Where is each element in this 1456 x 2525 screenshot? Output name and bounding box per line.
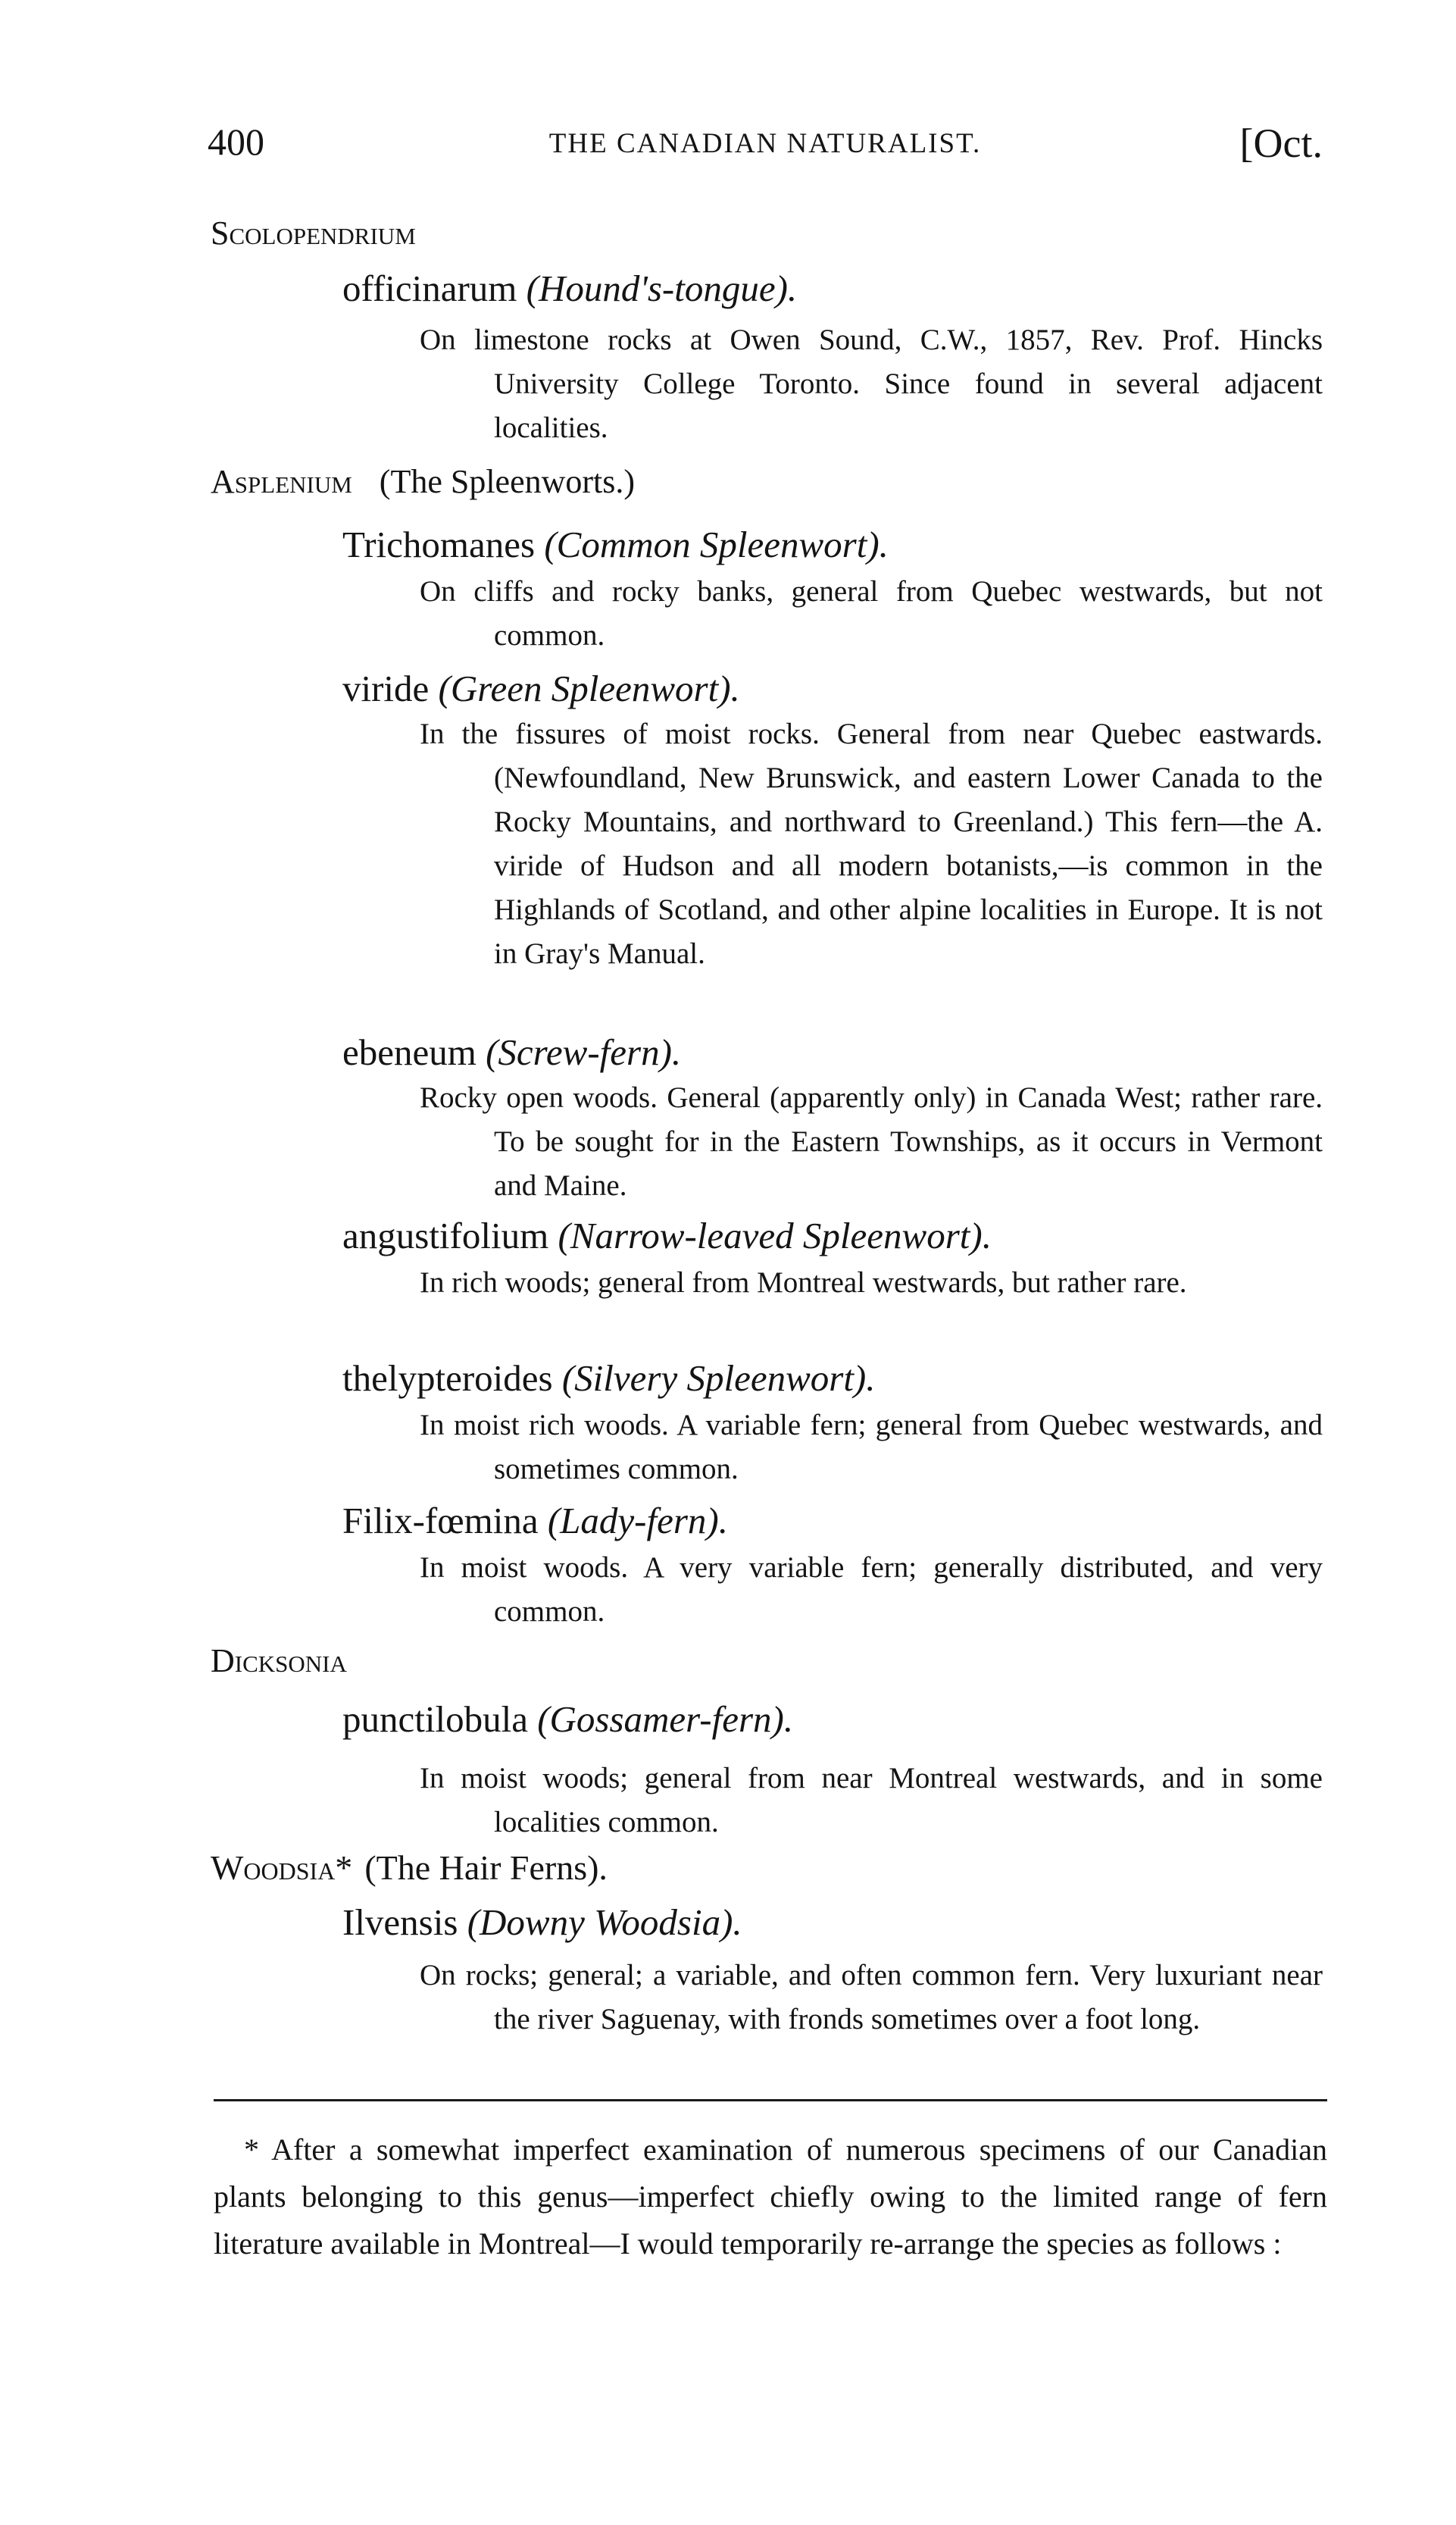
- species-heading-filix-foemina: [342, 1499, 728, 1542]
- species-description-trichomanes: On cliffs and rocky banks, general from Quebec westwards, but not common.: [420, 575, 1323, 652]
- genus-heading-scolopendrium: [211, 214, 416, 252]
- common-name: (Screw-fern).: [486, 1031, 682, 1073]
- species-name: angustifolium: [342, 1215, 549, 1256]
- common-name: (Common Spleenwort).: [544, 524, 889, 565]
- genus-name: Scolopendrium: [211, 214, 416, 252]
- footnote: * After a somewhat imperfect examination of numerous specimens of our Canadian plants belonging to this genus—imperfect chiefly owing to the limited range of fern literature available in Montreal—I would temporarily re-arrange the species as follows :: [214, 2132, 1327, 2261]
- species-name: Filix-fœmina: [342, 1500, 539, 1541]
- species-heading-officinarum: [342, 267, 797, 310]
- genus-heading-woodsia: [211, 1848, 608, 1888]
- species-description-ilvensis: On rocks; general; a variable, and often common fern. Very luxuriant near the river Saguenay, with fronds sometimes over a foot long.: [420, 1959, 1323, 2035]
- common-name: (Green Spleenwort).: [438, 668, 740, 709]
- genus-name: Dicksonia: [211, 1642, 347, 1679]
- running-title: THE CANADIAN NATURALIST.: [548, 128, 982, 159]
- genus-heading-dicksonia: [211, 1641, 347, 1680]
- page-number: 400: [208, 120, 264, 163]
- footnote-divider: [214, 2099, 1327, 2101]
- species-name: viride: [342, 668, 430, 709]
- species-description-officinarum: On limestone rocks at Owen Sound, C.W., 1857, Rev. Prof. Hincks University College Toronto. Since found in several adjacent localities.: [420, 324, 1323, 444]
- genus-name: Asplenium: [211, 463, 352, 500]
- common-name: (Downy Woodsia).: [467, 1901, 742, 1943]
- species-name: Ilvensis: [342, 1901, 458, 1943]
- common-name: (Gossamer-fern).: [537, 1698, 794, 1740]
- species-name: thelypteroides: [342, 1357, 553, 1399]
- species-name: Trichomanes: [342, 524, 536, 565]
- genus-name: Woodsia*: [211, 1848, 353, 1887]
- common-name: (Silvery Spleenwort).: [561, 1357, 876, 1399]
- species-description-angustifolium: In rich woods; general from Montreal westwards, but rather rare.: [420, 1266, 1187, 1299]
- species-description-ebeneum: Rocky open woods. General (apparently only) in Canada West; rather rare. To be sought for in the Eastern Townships, as it occurs in Vermont and Maine.: [420, 1081, 1323, 1202]
- page-header: [208, 120, 1323, 173]
- species-name: ebeneum: [342, 1031, 476, 1073]
- genus-common-name: (The Spleenworts.): [379, 463, 636, 500]
- species-heading-angustifolium: [342, 1214, 992, 1257]
- species-heading-viride: [342, 667, 740, 710]
- species-description-thelypteroides: In moist rich woods. A variable fern; general from Quebec westwards, and sometimes common.: [420, 1409, 1323, 1485]
- species-heading-trichomanes: [342, 523, 889, 566]
- species-heading-ilvensis: [342, 1901, 742, 1944]
- month-label: [Oct.: [1239, 120, 1323, 166]
- species-description-punctilobula: In moist woods; general from near Montreal westwards, and in some localities common.: [420, 1762, 1323, 1838]
- species-heading-punctilobula: [342, 1697, 793, 1741]
- common-name: (Lady-fern).: [547, 1500, 728, 1541]
- species-heading-thelypteroides: [342, 1356, 876, 1400]
- common-name: (Narrow-leaved Spleenwort).: [558, 1215, 992, 1256]
- genus-common-name: (The Hair Ferns).: [364, 1848, 608, 1887]
- species-heading-ebeneum: [342, 1031, 681, 1074]
- genus-heading-asplenium: [211, 462, 635, 501]
- species-description-filix-foemina: In moist woods. A very variable fern; generally distributed, and very common.: [420, 1551, 1323, 1628]
- common-name: (Hound's-tongue).: [526, 268, 798, 309]
- species-name: officinarum: [342, 268, 517, 309]
- species-description-viride: In the fissures of moist rocks. General from near Quebec eastwards. (Newfoundland, New Brunswick, and eastern Lower Canada to the Rocky Mountains, and northward to Greenland.) This fern—the A. viride of Hudson and all modern botanists,—is common in the Highlands of Scotland, and other alpine localities in Europe. It is not in Gray's Manual.: [420, 718, 1323, 970]
- species-name: punctilobula: [342, 1698, 528, 1740]
